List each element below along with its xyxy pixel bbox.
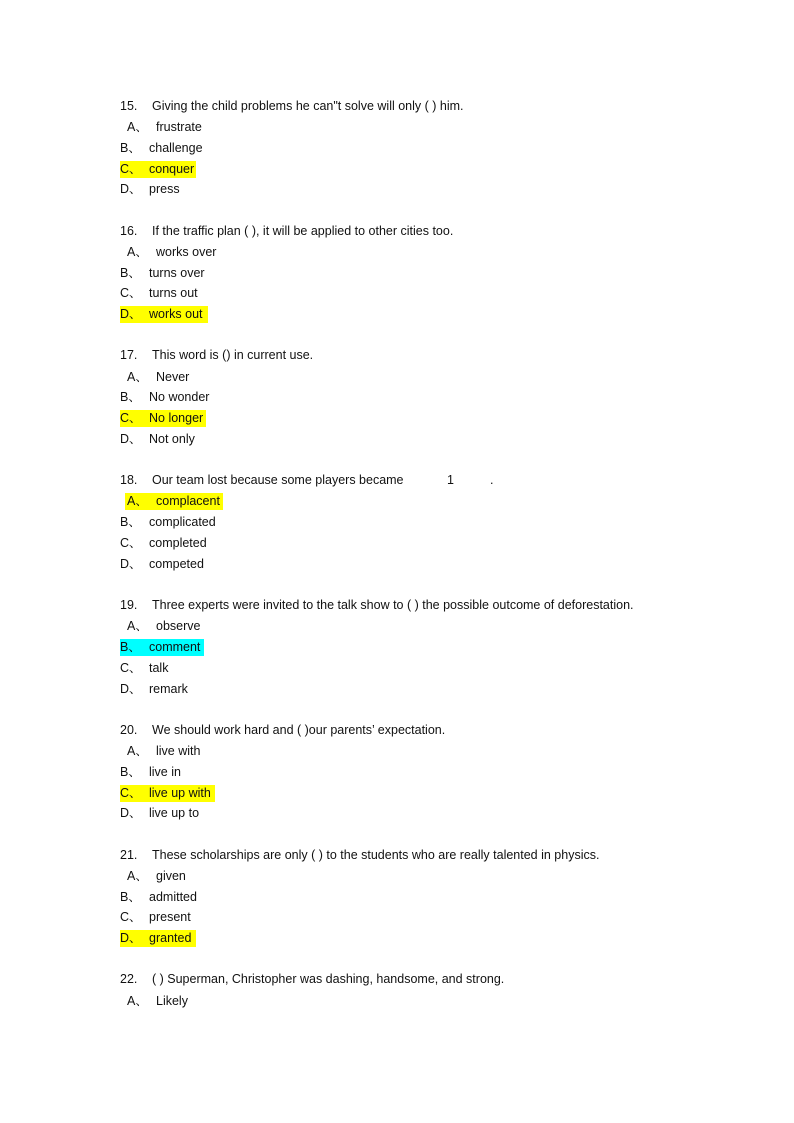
option-text: Not only [149, 432, 195, 446]
option-letter: A、 [127, 494, 148, 508]
question-number: 22. [120, 972, 138, 986]
option-letter: B、 [120, 890, 141, 904]
question-number: 18. [120, 473, 138, 487]
option-letter: D、 [120, 432, 142, 446]
option-text: talk [149, 661, 169, 675]
question-text: We should work hard and ( )our parents’ expectation. [152, 723, 446, 737]
option-letter: D、 [120, 682, 142, 696]
option-letter: A、 [127, 869, 148, 883]
option-text: No wonder [149, 390, 210, 404]
option-letter: A、 [127, 744, 148, 758]
option-text: competed [149, 557, 204, 571]
option-text: remark [149, 682, 188, 696]
option-text: turns out [149, 286, 198, 300]
option-letter: A、 [127, 994, 148, 1008]
option-text: Never [156, 370, 190, 384]
option-letter: B、 [120, 515, 141, 529]
question-number: 15. [120, 99, 138, 113]
option-text: admitted [149, 890, 197, 904]
option-text: Likely [156, 994, 188, 1008]
option-letter: B、 [120, 390, 141, 404]
option-text: press [149, 182, 180, 196]
option-text: live with [156, 744, 201, 758]
option-text: observe [156, 619, 201, 633]
question-text: These scholarships are only ( ) to the students who are really talented in physics. [152, 848, 600, 862]
option-text: complacent [156, 494, 220, 508]
option-text: complicated [149, 515, 216, 529]
question-text: If the traffic plan ( ), it will be applied to other cities too. [152, 224, 454, 238]
question-text: This word is () in current use. [152, 348, 314, 362]
option-text: live up with [149, 786, 211, 800]
question-text: Three experts were invited to the talk show to ( ) the possible outcome of deforestation. [152, 598, 634, 612]
option-letter: D、 [120, 806, 142, 820]
option-letter: B、 [120, 141, 141, 155]
option-text: completed [149, 536, 207, 550]
question-text: Our team lost because some players became [152, 473, 404, 487]
sentence-end: . [490, 473, 494, 487]
question-number: 19. [120, 598, 138, 612]
option-letter: C、 [120, 910, 142, 924]
blank-number: 1 [447, 473, 454, 487]
option-letter: C、 [120, 661, 142, 675]
option-letter: C、 [120, 786, 142, 800]
option-letter: B、 [120, 640, 141, 654]
option-letter: C、 [120, 536, 142, 550]
option-letter: A、 [127, 120, 148, 134]
option-text: frustrate [156, 120, 202, 134]
option-text: granted [149, 931, 192, 945]
option-text: conquer [149, 162, 195, 176]
option-letter: A、 [127, 370, 148, 384]
question-number: 17. [120, 348, 138, 362]
option-text: turns over [149, 266, 205, 280]
option-letter: D、 [120, 307, 142, 321]
option-text: works over [156, 245, 217, 259]
question-text: ( ) Superman, Christopher was dashing, handsome, and strong. [152, 972, 505, 986]
question-number: 20. [120, 723, 138, 737]
option-text: given [156, 869, 186, 883]
option-text: comment [149, 640, 201, 654]
option-letter: D、 [120, 931, 142, 945]
option-letter: A、 [127, 245, 148, 259]
option-text: challenge [149, 141, 203, 155]
option-letter: D、 [120, 182, 142, 196]
question-number: 16. [120, 224, 138, 238]
option-letter: C、 [120, 411, 142, 425]
option-text: No longer [149, 411, 204, 425]
question-number: 21. [120, 848, 138, 862]
option-letter: D、 [120, 557, 142, 571]
option-letter: A、 [127, 619, 148, 633]
option-letter: C、 [120, 286, 142, 300]
option-text: live up to [149, 806, 200, 820]
option-letter: B、 [120, 266, 141, 280]
option-letter: C、 [120, 162, 142, 176]
option-text: works out [149, 307, 203, 321]
option-letter: B、 [120, 765, 141, 779]
question-text: Giving the child problems he can"t solve will only ( ) him. [152, 99, 464, 113]
option-text: present [149, 910, 191, 924]
option-text: live in [149, 765, 181, 779]
